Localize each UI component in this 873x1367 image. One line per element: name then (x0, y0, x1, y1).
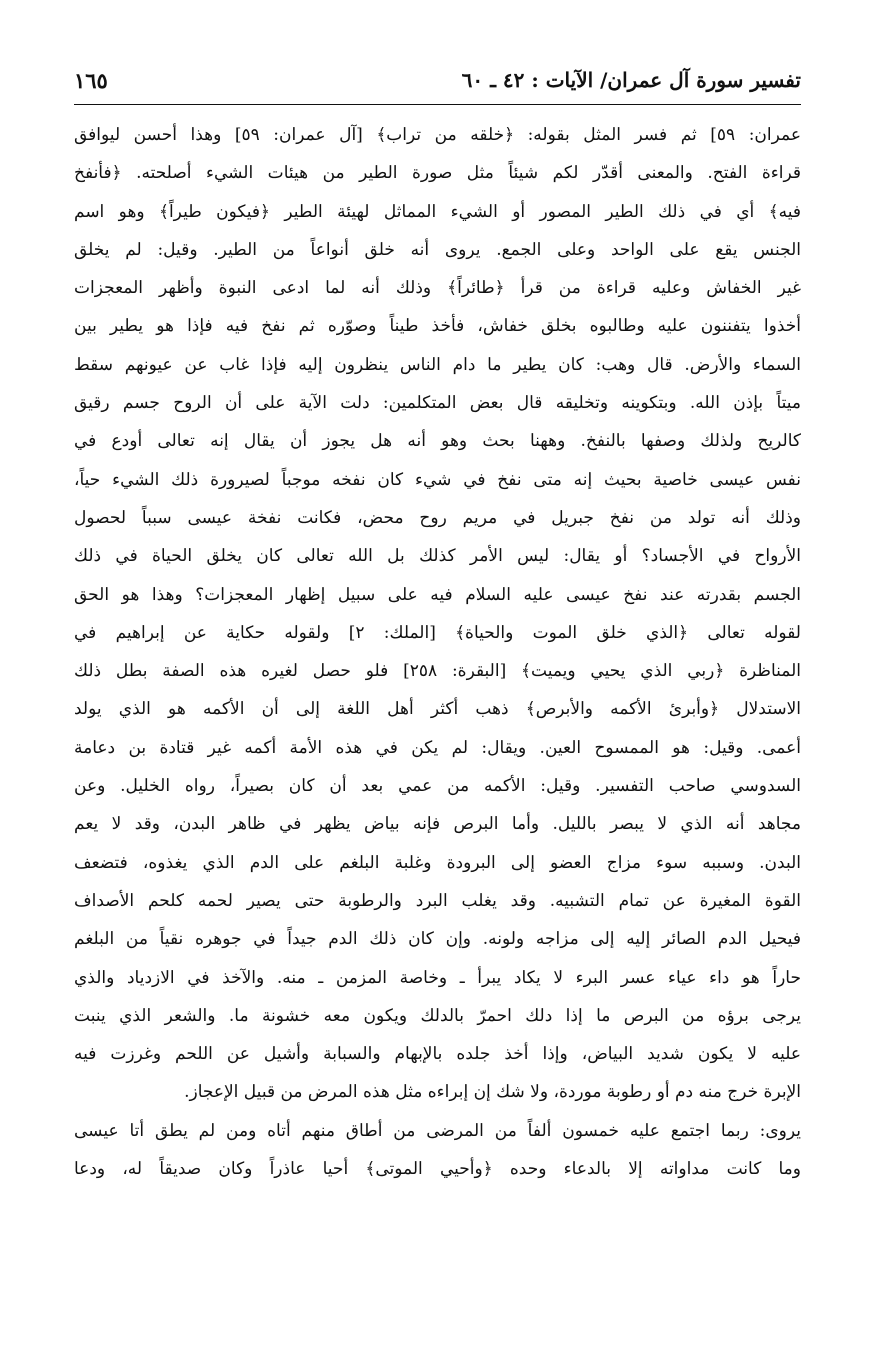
text-line: الجنس يقع على الواحد وعلى الجمع. يروى أنه خلق أنواعاً من الطير. وقيل: لم يخلق (74, 239, 801, 260)
text-line: الاستدلال ﴿وأبرئ الأكمه والأبرص﴾ ذهب أكثر أهل اللغة إلى أن الأكمه هو الذي يولد (74, 699, 801, 720)
text-line: ميتاً بإذن الله. وبتكوينه وتخليقه قال بعض المتكلمين: دلت الآية على أن الروح جسم رقيق (74, 393, 801, 414)
text-line: السدوسي صاحب التفسير. وقيل: الأكمه من عمي بعد أن كان بصيراً، رواه الخليل. وعن (74, 776, 801, 797)
text-line: فيحيل الدم الصائر إليه إلى مزاجه ولونه. وإن كان ذلك الدم جيداً في جوهره نقياً من البلغم (74, 929, 801, 950)
text-line: فيه﴾ أي في ذلك الطير المصور أو الشيء المماثل لهيئة الطير ﴿فيكون طيراً﴾ وهو اسم (74, 201, 801, 222)
text-line: وذلك أنه تولد من نفخ جبريل في مريم روح محض، فكانت نفخة عيسى سبباً لحصول (74, 507, 801, 528)
text-line: يرجى برؤه من البرص ما إذا دلك احمرّ بالدلك ويكون معه خشونة ما. والشعر الذي ينبت (74, 1005, 801, 1026)
text-line: أعمى. وقيل: هو الممسوح العين. ويقال: لم يكن في هذه الأمة أكمه غير قتادة بن دعامة (74, 737, 801, 758)
text-line: مجاهد أنه الذي لا يبصر بالليل. وأما البرص فإنه بياض يظهر في ظاهر البدن، وقد لا يعم (74, 814, 801, 835)
text-line: لقوله تعالى ﴿الذي خلق الموت والحياة﴾ [الملك: ٢] ولقوله حكاية عن إبراهيم في (74, 622, 801, 643)
text-line: السماء والأرض. قال وهب: كان يطير ما دام الناس ينظرون إليه فإذا غاب عن عيونهم سقط (74, 354, 801, 375)
text-line: عليه لا يكون شديد البياض، وإذا أخذ جلده بالإبهام والسبابة وأشيل عن اللحم وغرزت فيه (74, 1044, 801, 1065)
text-line: حاراً هو داء عياء عسر البرء لا يكاد يبرأ ـ وخاصة المزمن ـ منه. والآخذ في الازدياد والذي (74, 967, 801, 988)
text-line: الجسم بقدرته عند نفخ عيسى عليه السلام فيه على سبيل إظهار المعجزات؟ وهذا هو الحق (74, 584, 801, 605)
text-line: الإبرة خرج منه دم أو رطوبة موردة، ولا شك إن إبراءه مثل هذه المرض من قبيل الإعجاز. (184, 1082, 801, 1103)
text-line: كالريح ولذلك وصفها بالنفخ. وههنا بحث وهو أنه هل يجوز أن يقال إنه تعالى أودع في (74, 431, 801, 452)
text-line: المناظرة ﴿ربي الذي يحيي ويميت﴾ [البقرة: ٢٥٨] فلو حصل لغيره هذه الصفة بطل ذلك (74, 661, 801, 682)
text-line: يروى: ربما اجتمع عليه خمسون ألفاً من المرضى من أطاق منهم أتاه ومن لم يطق أتا عيسى (74, 1120, 801, 1141)
text-line: وما كانت مداواته إلا بالدعاء وحده ﴿وأحيي الموتى﴾ أحيا عاذراً وكان صديقاً له، ودعا (74, 1159, 801, 1180)
text-line: أخذوا يتفننون عليه وطالبوه بخلق خفاش، فأخذ طيناً وصوّره ثم نفخ فيه فإذا هو يطير بين (74, 316, 801, 337)
header-rule (74, 104, 801, 105)
page-number: ١٦٥ (74, 67, 108, 93)
text-line: القوة المغيرة عن تمام التشبيه. وقد يغلب البرد والرطوبة حتى يصير لحمه كلحم الأصداف (74, 890, 801, 911)
text-line: نفس عيسى خاصية بحيث إنه متى نفخ في شيء كان نفخه موجباً لصيرورة ذلك الشيء حياً، (74, 469, 801, 490)
page-header (74, 60, 801, 100)
text-line: قراءة الفتح. والمعنى أقدّر لكم شيئاً مثل صورة الطير من هيئات الشيء أصلحته. ﴿فأنفخ (74, 163, 801, 184)
body-text (74, 116, 801, 1188)
text-line: عمران: ٥٩] ثم فسر المثل بقوله: ﴿خلقه من تراب﴾ [آل عمران: ٥٩] وهذا أحسن ليوافق (74, 125, 801, 145)
text-line: الأرواح في الأجساد؟ أو يقال: ليس الأمر كذلك بل الله تعالى كان يخلق الحياة في ذلك (74, 546, 801, 567)
text-line: غير الخفاش وعليه قراءة من قرأ ﴿طائراً﴾ وذلك أنه لما ادعى النبوة وأظهر المعجزات (74, 278, 801, 299)
running-title: تفسير سورة آل عمران/ الآيات : ٤٢ ـ ٦٠ (461, 68, 801, 92)
text-line: البدن. وسببه سوء مزاج العضو إلى البرودة وغلبة البلغم على الدم الذي يغذوه، فتضعف (74, 852, 801, 873)
